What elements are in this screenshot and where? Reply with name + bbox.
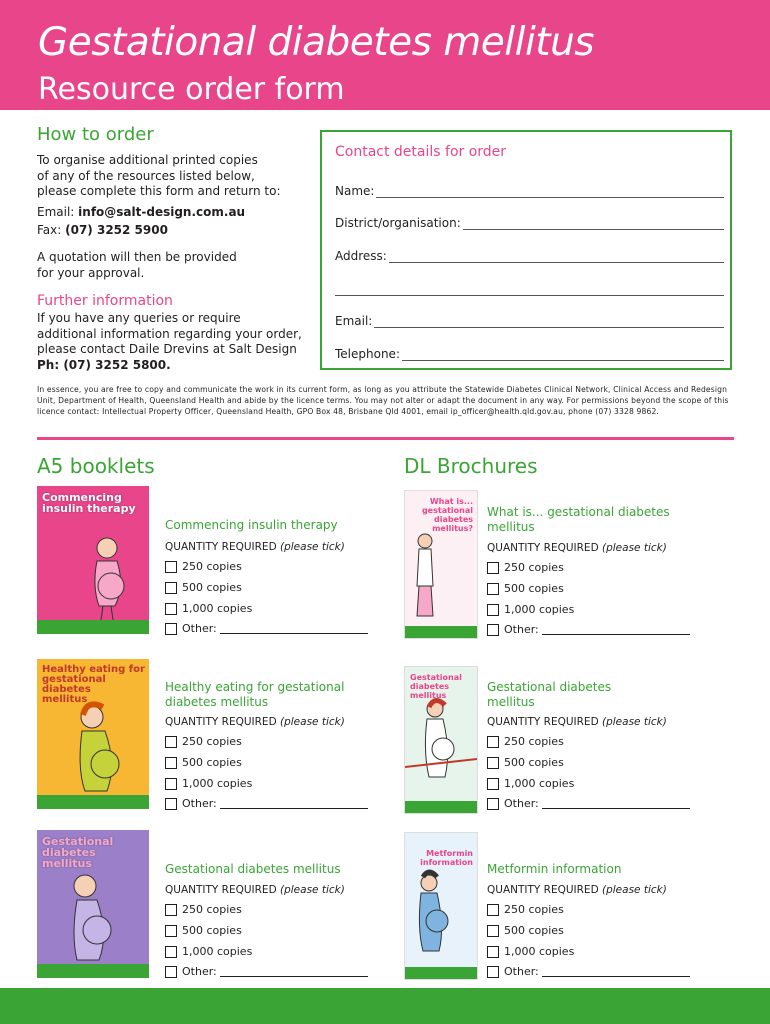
product-title: What is... gestational diabetes mellitus — [487, 505, 670, 534]
cover-healthy-eating: Healthy eating for gestational diabetes mellitus — [37, 659, 149, 809]
checkbox — [487, 904, 499, 916]
option-250[interactable]: 250 copies — [487, 561, 564, 574]
checkbox — [165, 946, 177, 958]
checkbox — [487, 966, 499, 978]
checkbox — [487, 798, 499, 810]
checkbox — [165, 757, 177, 769]
quantity-label: QUANTITY REQUIRED (please tick) — [165, 716, 345, 728]
option-500[interactable]: 500 copies — [165, 924, 242, 937]
email-link[interactable]: info@salt-design.com.au — [78, 205, 246, 219]
product-title: Gestational diabetes mellitus — [165, 862, 341, 876]
option-250[interactable]: 250 copies — [165, 903, 242, 916]
checkbox — [487, 736, 499, 748]
checkbox — [165, 778, 177, 790]
further-info-heading: Further information — [37, 293, 173, 309]
quantity-label: QUANTITY REQUIRED (please tick) — [165, 884, 345, 896]
how-intro-text: To organise additional printed copies of any of the resources listed below, please complete this form and return to: — [37, 153, 281, 198]
option-250[interactable]: 250 copies — [487, 735, 564, 748]
contact-details-box — [320, 130, 732, 370]
licence-text: In essence, you are free to copy and communicate the work in its current form, as long as you attribute the Statewide Diabetes Clinical Network, Clinical Access and Redesign Unit, Department of Health, Queensland Health and abide by the licence terms. You may not alter or adapt the document in any way. For permissions beyond the scope of this licence contact: Intellectual Property Officer, Queensland Health, GPO Box 48, Brisbane Qld 4001, email ip_officer@health.qld.gov.au, phone (07) 3328 9862. — [37, 385, 729, 416]
quantity-label: QUANTITY REQUIRED (please tick) — [487, 542, 667, 554]
checkbox — [487, 562, 499, 574]
cover-gdm-dl: Gestational diabetes mellitus — [404, 666, 478, 814]
option-250[interactable]: 250 copies — [165, 560, 242, 573]
checkbox — [487, 604, 499, 616]
option-250[interactable]: 250 copies — [165, 735, 242, 748]
quantity-label: QUANTITY REQUIRED (please tick) — [165, 541, 345, 553]
checkbox — [165, 582, 177, 594]
checkbox — [165, 736, 177, 748]
checkbox — [487, 757, 499, 769]
order-email: Email: info@salt-design.com.au — [37, 205, 246, 219]
checkbox — [487, 925, 499, 937]
cover-gdm-a5: Gestational diabetes mellitus — [37, 830, 149, 978]
checkbox — [165, 561, 177, 573]
product-title: Gestational diabetes mellitus — [487, 680, 612, 709]
option-1000[interactable]: 1,000 copies — [487, 603, 574, 616]
woman-illustration-icon — [405, 833, 477, 979]
further-info-text: If you have any queries or require additional information regarding your order, please contact Daile Drevins at Salt Design Ph: (07) 3252 5800. — [37, 311, 302, 372]
option-other[interactable]: Other: — [487, 797, 690, 810]
email-field[interactable]: Email: — [335, 310, 724, 328]
order-fax: Fax: (07) 3252 5900 — [37, 223, 168, 237]
product-title: Healthy eating for gestational diabetes mellitus — [165, 680, 345, 709]
checkbox — [487, 946, 499, 958]
checkbox — [487, 583, 499, 595]
option-other[interactable]: Other: — [165, 797, 368, 810]
checkbox — [487, 778, 499, 790]
name-field[interactable]: Name: — [335, 180, 724, 198]
option-1000[interactable]: 1,000 copies — [165, 945, 252, 958]
option-500[interactable]: 500 copies — [165, 581, 242, 594]
woman-illustration-icon — [37, 830, 149, 978]
header-banner — [0, 0, 770, 110]
option-500[interactable]: 500 copies — [487, 756, 564, 769]
cover-commencing-insulin: Commencing insulin therapy — [37, 486, 149, 634]
option-other[interactable]: Other: — [165, 965, 368, 978]
address-field[interactable]: Address: — [335, 245, 724, 263]
checkbox — [165, 966, 177, 978]
telephone-field[interactable]: Telephone: — [335, 343, 724, 361]
address-field-line2[interactable] — [335, 278, 724, 296]
checkbox — [165, 925, 177, 937]
option-other[interactable]: Other: — [487, 965, 690, 978]
option-other[interactable]: Other: — [487, 623, 690, 636]
district-field[interactable]: District/organisation: — [335, 212, 724, 230]
option-500[interactable]: 500 copies — [487, 582, 564, 595]
divider — [37, 437, 734, 440]
page-subtitle: Resource order form — [38, 72, 345, 107]
checkbox — [487, 624, 499, 636]
option-250[interactable]: 250 copies — [487, 903, 564, 916]
woman-illustration-icon — [405, 491, 477, 638]
page-title: Gestational diabetes mellitus — [38, 20, 595, 65]
option-1000[interactable]: 1,000 copies — [165, 602, 252, 615]
woman-illustration-icon — [405, 667, 477, 813]
a5-booklets-heading: A5 booklets — [37, 454, 155, 478]
woman-illustration-icon — [37, 659, 149, 809]
checkbox — [165, 798, 177, 810]
option-1000[interactable]: 1,000 copies — [487, 945, 574, 958]
option-other[interactable]: Other: — [165, 622, 368, 635]
how-to-order-heading: How to order — [37, 124, 154, 145]
product-title: Commencing insulin therapy — [165, 518, 338, 532]
dl-brochures-heading: DL Brochures — [404, 454, 538, 478]
checkbox — [165, 603, 177, 615]
cover-metformin: Metformin information — [404, 832, 478, 980]
woman-illustration-icon — [37, 486, 149, 634]
option-1000[interactable]: 1,000 copies — [165, 777, 252, 790]
quantity-label: QUANTITY REQUIRED (please tick) — [487, 716, 667, 728]
option-500[interactable]: 500 copies — [487, 924, 564, 937]
option-1000[interactable]: 1,000 copies — [487, 777, 574, 790]
product-title: Metformin information — [487, 862, 622, 876]
footer-bar — [0, 988, 770, 1024]
quantity-label: QUANTITY REQUIRED (please tick) — [487, 884, 667, 896]
checkbox — [165, 623, 177, 635]
option-500[interactable]: 500 copies — [165, 756, 242, 769]
checkbox — [165, 904, 177, 916]
quote-text: A quotation will then be provided for your approval. — [37, 250, 237, 280]
contact-title: Contact details for order — [335, 144, 507, 160]
cover-what-is-gdm: What is... gestational diabetes mellitus? — [404, 490, 478, 639]
